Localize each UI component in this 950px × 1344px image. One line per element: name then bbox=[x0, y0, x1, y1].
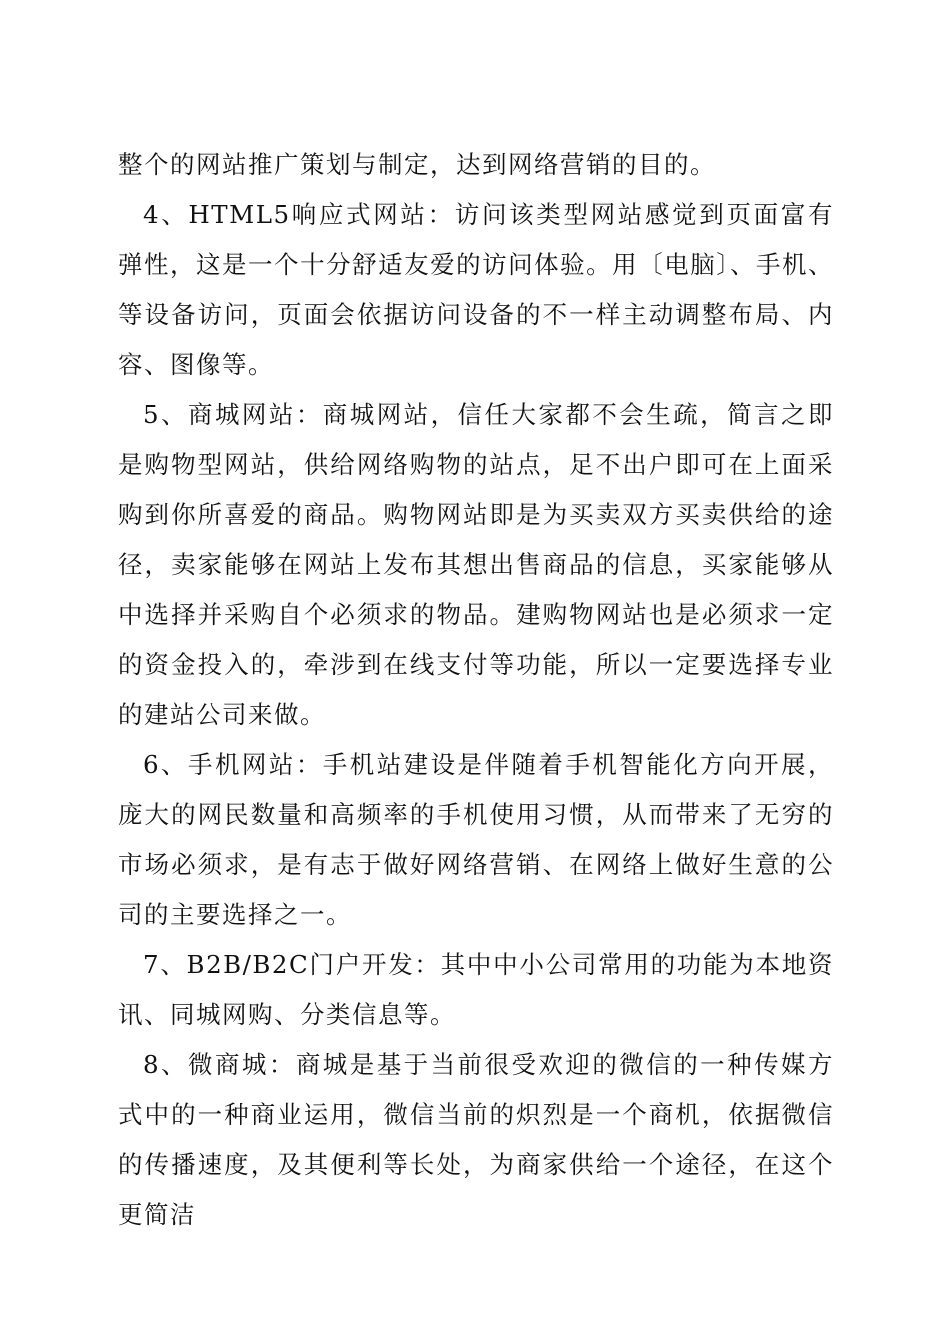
paragraph-b2b-b2c-portal: 7、B2B/B2C门户开发：其中中小公司常用的功能为本地资讯、同城网购、分类信息等。 bbox=[118, 950, 834, 1029]
paragraph-shop-website: 5、商城网站：商城网站，信任大家都不会生疏，简言之即是购物型网站，供给网络购物的站点，足不出户即可在上面采购到你所喜爱的商品。购物网站即是为买卖双方买卖供给的途径，卖家能够在网站上发布其想出售商品的信息，买家能够从中选择并采购自个必须求的物品。建购物网站也是必须求一定的资金投入的，牵涉到在线支付等功能，所以一定要选择专业的建站公司来做。 bbox=[118, 400, 834, 729]
paragraph-mobile-website: 6、手机网站：手机站建设是伴随着手机智能化方向开展，庞大的网民数量和高频率的手机使用习惯，从而带来了无穷的市场必须求，是有志于做好网络营销、在网络上做好生意的公司的主要选择之一。 bbox=[118, 750, 834, 929]
document-body bbox=[118, 140, 834, 1240]
paragraph-html5-responsive: 4、HTML5响应式网站：访问该类型网站感觉到页面富有弹性，这是一个十分舒适友爱的访问体验。用〔电脑〕、手机、等设备访问，页面会依据访问设备的不一样主动调整布局、内容、图像等。 bbox=[118, 200, 834, 379]
paragraph-wechat-mall: 8、微商城：商城是基于当前很受欢迎的微信的一种传媒方式中的一种商业运用，微信当前的炽烈是一个商机，依据微信的传播速度，及其便利等长处，为商家供给一个途径，在这个更简洁 bbox=[118, 1050, 834, 1229]
paragraph-continuation: 整个的网站推广策划与制定，达到网络营销的目的。 bbox=[118, 150, 716, 179]
